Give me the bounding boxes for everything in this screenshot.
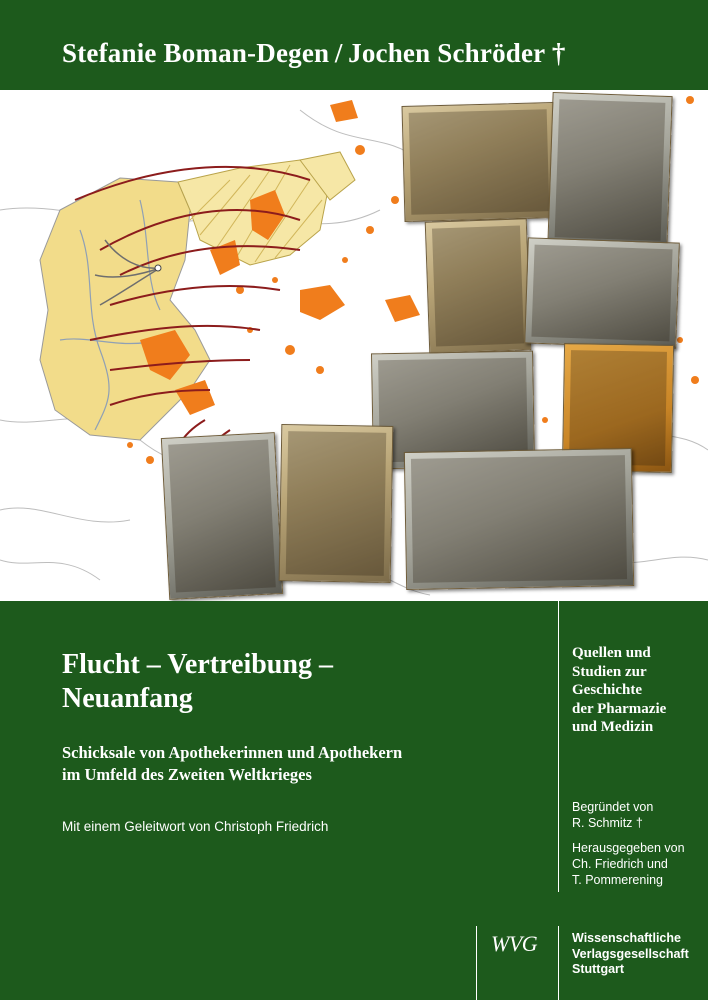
publisher-divider-left [476,926,477,1000]
series-line: und Medizin [572,719,654,735]
series-line: der Pharmazie [572,700,667,717]
photo-pharmacy-interior [404,448,634,590]
photo-pharmacy-staff [279,424,394,583]
publisher-name [572,931,689,978]
photo-refugee-camp [524,237,680,348]
photo-seated-pharmacist [425,218,532,353]
edited-by [572,840,704,888]
series-divider [558,601,559,892]
editors-line: Ch. Friedrich und [572,857,668,871]
founded-by [572,799,704,831]
founded-line: R. Schmitz † [572,816,643,830]
book-title [62,648,502,716]
authors: Stefanie Boman-Degen / Jochen Schröder † [62,38,566,68]
subtitle-line: Schicksale von Apothekerinnen und Apothekern [62,743,403,762]
publisher-line: Verlagsgesellschaft [572,946,689,961]
publisher-divider-right [558,926,559,1000]
title-line: Flucht – Vertreibung – [62,649,333,680]
subtitle-line: im Umfeld des Zweiten Weltkrieges [62,765,312,784]
book-subtitle [62,742,522,786]
series-line: Studien zur [572,663,647,680]
editors-line: T. Pommerening [572,873,664,887]
publisher-line: Stuttgart [572,962,625,976]
series-title [572,644,704,737]
foreword-credit: Mit einem Geleitwort von Christoph Friedrich [62,819,329,834]
series-line: Quellen und [572,645,651,661]
editors-line: Herausgegeben von [572,841,685,855]
publisher-line: Wissenschaftliche [572,931,681,945]
publisher-logo: WVG [491,931,538,956]
title-line: Neuanfang [62,683,193,714]
series-line: Geschichte [572,682,642,698]
photo-pharmacist-at-work [161,432,283,600]
founded-line: Begründet von [572,800,654,814]
cover-illustration [0,90,708,601]
photo-pharmacy-entrance [547,92,672,248]
photo-station-crowd [402,102,557,222]
